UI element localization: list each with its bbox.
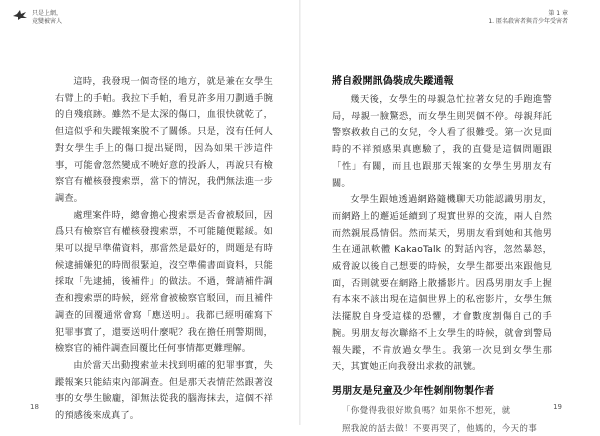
running-title-right xyxy=(488,10,568,26)
chapter-subtitle: 1. 匿名殺害者與青少年受害者 xyxy=(488,18,568,25)
bird-logo-icon xyxy=(12,9,28,21)
paragraph: 處理案件時，總會擔心搜索票是否會被駁回，因爲只有檢察官有權核發搜索票，不可能隨便鬆綏。如果可以提早準備資料，那當然是最好的，問題是有時候逮捕嫌犯的時間很緊迫，沒空準備書面資料，只能採取「先逮捕，後補件」的做法。不過，聲請補件調查和搜索票的時候，經常會被檢察官駁回，而且補件調查的回覆通常會寫「應送明」。我都已經明確寫下犯罪事實了，還要送明什麼呢？我在擔任刑警期間，檢察官的補件調查回覆比任何事情都更難理解。 xyxy=(55,209,273,355)
running-title-left xyxy=(32,10,62,26)
running-title-line1: 只是上網， xyxy=(32,10,63,17)
left-page xyxy=(0,0,300,425)
left-body-text xyxy=(55,74,273,425)
chapter-label: 第 1 章 xyxy=(548,10,568,17)
quote-line: 「你覺得我很好欺負嗎？如果你不想死，就 xyxy=(342,404,511,415)
page-number-left: 18 xyxy=(30,403,39,411)
right-body-text xyxy=(332,74,552,436)
section-heading: 將自殺開訊偽裝成失蹤通報 xyxy=(332,76,454,87)
page-number-right: 19 xyxy=(553,403,562,411)
section-heading: 男朋友是兒童及少年性剝削物製作者 xyxy=(332,385,495,397)
quote-line: 照我說的話去做！不要再哭了，他媽的，今天的事 xyxy=(342,422,538,433)
paragraph: 幾天後，女學生的母親急忙拉著女兒的手跑進警局，母親一臉驚恐，而女學生則哭個不停。母親拜託警察救救自己的女兒，令人看了很難受。第一次見面時的不祥預感果真應驗了，我的直覺是這個問題跟「性」有關，而且也跟那天報案的女學生男朋友有關。 xyxy=(332,94,552,189)
paragraph: 由於當天出動搜索並未找到明確的犯罪事實，失蹤報案只能結束內部調查。但是那天表情茫然跟著沒事的女學生臉龐，卻無法從我的腦海抹去，這個不祥的預感後來成真了。 xyxy=(55,359,273,422)
running-title-line2: 竟變被害人 xyxy=(32,18,63,25)
paragraph: 女學生跟她透過網路隨機聊天功能認識男朋友，而網路上的邂逅延續到了現實世界的交流，兩人自然而然親展爲情侶。然而某天，男朋友看到她和其他男生在通訊軟體 KakaoTalk 的對話內容，忽然暴怒，威脅說以後自己想要的時候，女學生都要出來跟他見面，否則就要在網路上散播影片。因爲男朋友手上握有本來不該出現在這個世界上的私密影片，女學生無法擺脫自身受這樣的恐懼，才會數度割傷自己的手腕。男朋友每次聯絡不上女學生的時候，就會到警局報失蹤，不肯放過女學生。我第一次見到女學生那天，其實她正向我發出求救的訊號。 xyxy=(332,194,552,373)
paragraph: 這時，我發現一個奇怪的地方，就是兼在女學生右臂上的手帕。我拉下手帕，看見許多用刀劃過手腕的自殘痕跡。雖然不是太深的傷口，血很快就乾了，但這似乎和失蹤報案脫不了關係。只是，沒有任何人對女學生手上的傷口提出疑問，因為如果干涉這件事，可能會忽然變成不曉好意的投訴人，再說只有檢察官有權核發搜索票，當下的情況，我們無法進一步調查。 xyxy=(55,76,273,204)
